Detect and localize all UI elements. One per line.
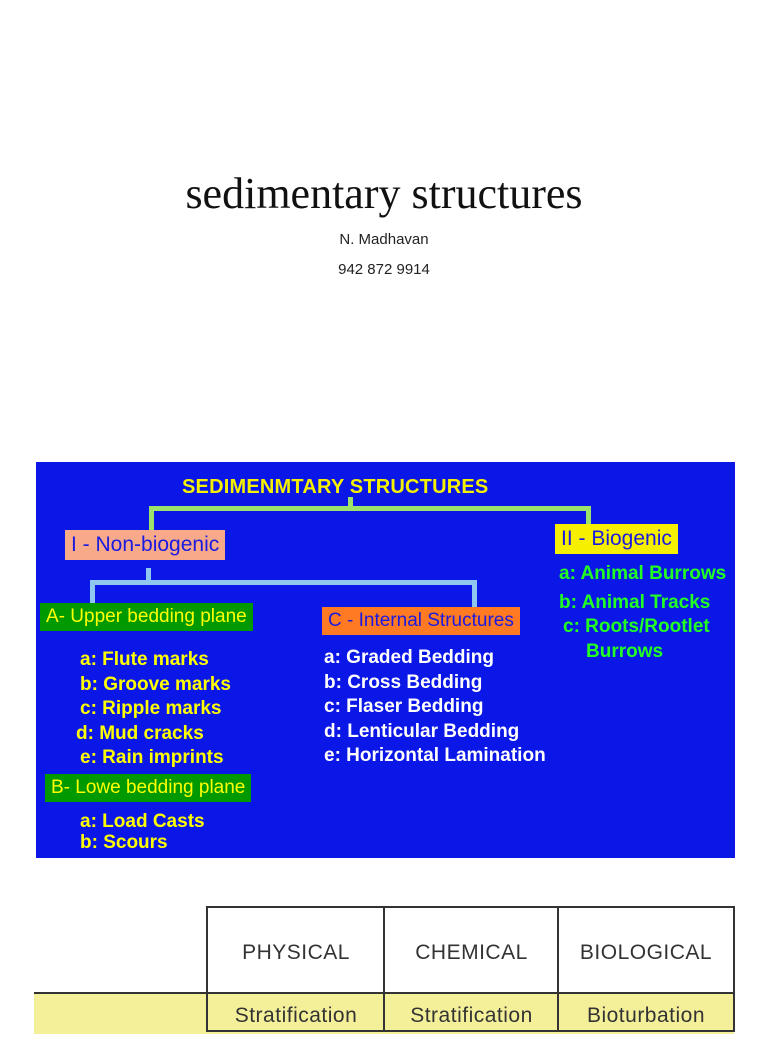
connector-line [149,506,154,530]
phone-number: 942 872 9914 [338,261,430,278]
list-item: a: Flute marks [80,649,209,670]
connector-line [472,580,477,608]
table-header-chemical: CHEMICAL [383,906,560,996]
table-header-biological: BIOLOGICAL [557,906,735,996]
list-item: d: Mud cracks [76,722,204,744]
upper-bedding-box: A- Upper bedding plane [40,603,253,631]
connector-line [90,580,95,604]
list-item: Burrows [586,640,664,662]
connector-line [586,506,591,526]
list-item: c: Flaser Bedding [324,696,484,717]
page-title: sedimentary structures [185,169,583,218]
non-biogenic-box: I - Non-biogenic [65,530,225,560]
sedimentary-structures-diagram [36,462,735,858]
connector-line [90,580,477,585]
author-name: N. Madhavan [339,231,429,248]
lower-bedding-box: B- Lowe bedding plane [45,774,251,802]
list-item: b: Cross Bedding [324,671,483,693]
table-cell: Stratification [383,992,560,1032]
list-item: d: Lenticular Bedding [324,720,520,742]
list-item: b: Scours [80,832,168,853]
upper-bedding-list [76,648,231,771]
list-item: c: Roots/Rootlet [563,616,710,637]
internal-structures-list [324,646,546,769]
list-item: a: Load Casts [80,811,205,832]
list-item: b: Animal Tracks [559,591,711,613]
list-item: a: Animal Burrows [559,563,727,584]
biogenic-box: II - Biogenic [555,524,678,554]
lower-bedding-list [80,811,205,853]
list-item: c: Ripple marks [80,698,222,719]
classification-table [0,904,768,1027]
table-cell: Stratification [206,992,386,1032]
diagram-title: SEDIMENMTARY STRUCTURES [182,476,489,498]
biogenic-list [559,562,726,664]
table-header-physical: PHYSICAL [206,906,386,996]
table-cell: Bioturbation [557,992,735,1032]
connector-line [149,506,591,511]
list-item: e: Rain imprints [80,747,224,768]
list-item: b: Groove marks [80,673,231,695]
list-item: e: Horizontal Lamination [324,745,546,766]
internal-structures-box: C - Internal Structures [322,607,520,635]
list-item: a: Graded Bedding [324,647,494,668]
